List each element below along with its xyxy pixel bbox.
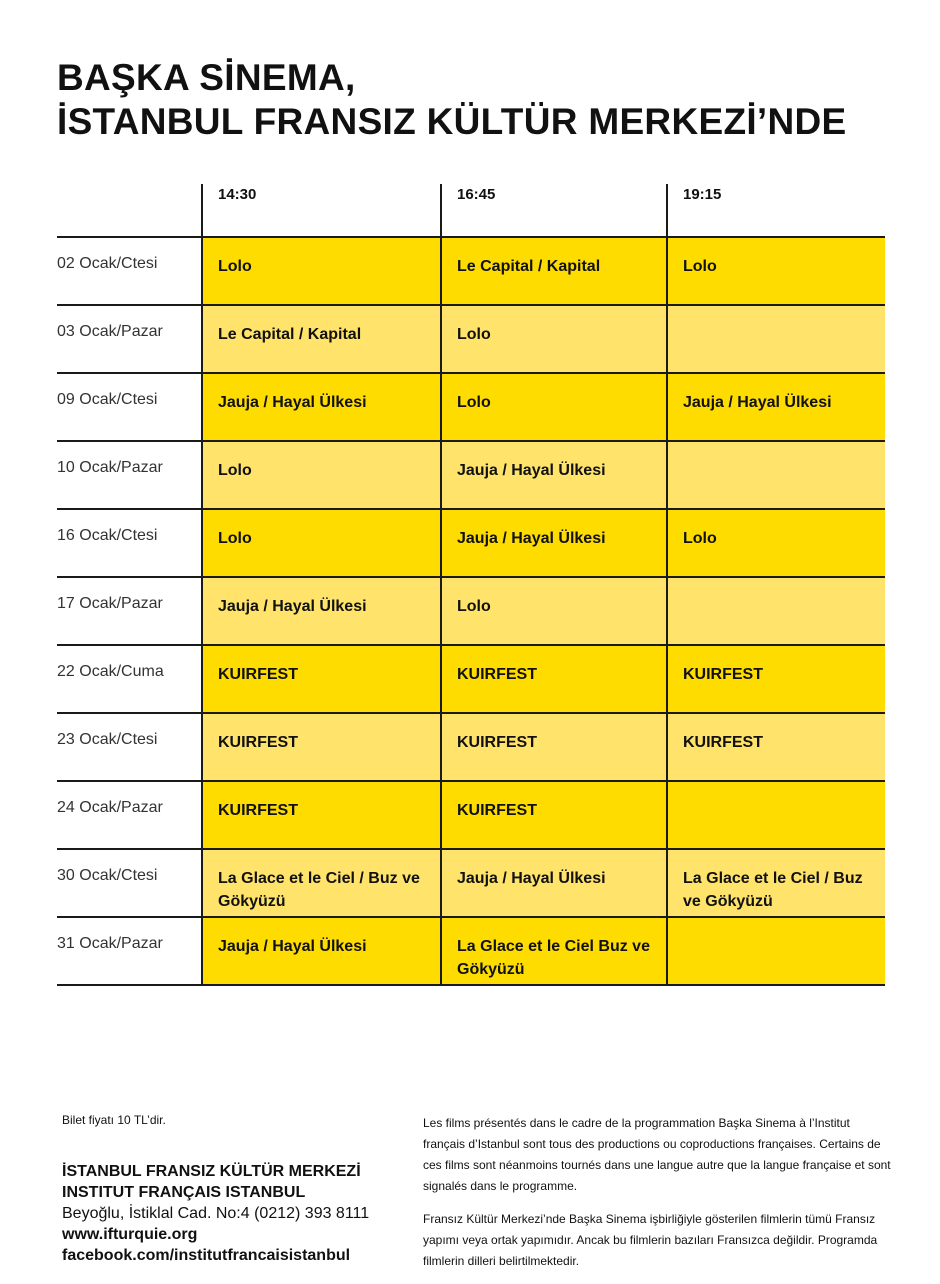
schedule-table bbox=[57, 184, 885, 986]
time-header: 14:30 bbox=[202, 184, 441, 237]
schedule-row bbox=[57, 305, 885, 373]
institute-name-fr: INSTITUT FRANÇAIS ISTANBUL bbox=[62, 1184, 306, 1201]
date-cell: 09 Ocak/Ctesi bbox=[57, 373, 202, 441]
schedule-header-row bbox=[57, 184, 885, 237]
date-cell: 16 Ocak/Ctesi bbox=[57, 509, 202, 577]
screening-cell: Lolo bbox=[202, 441, 441, 509]
page-title bbox=[57, 56, 847, 144]
screening-cell: KUIRFEST bbox=[441, 645, 667, 713]
schedule-row bbox=[57, 781, 885, 849]
website-link[interactable]: www.ifturquie.org bbox=[62, 1226, 198, 1243]
screening-cell: Lolo bbox=[441, 305, 667, 373]
screening-cell: La Glace et le Ciel Buz ve Gökyüzü bbox=[441, 917, 667, 985]
screening-cell: Jauja / Hayal Ülkesi bbox=[441, 509, 667, 577]
screening-cell: Lolo bbox=[441, 577, 667, 645]
schedule-row bbox=[57, 373, 885, 441]
screening-cell: La Glace et le Ciel / Buz ve Gökyüzü bbox=[667, 849, 885, 917]
schedule-row bbox=[57, 917, 885, 985]
screening-cell: Lolo bbox=[441, 373, 667, 441]
screening-cell: KUIRFEST bbox=[441, 713, 667, 781]
screening-cell: La Glace et le Ciel / Buz ve Gökyüzü bbox=[202, 849, 441, 917]
date-cell: 31 Ocak/Pazar bbox=[57, 917, 202, 985]
screening-cell bbox=[667, 917, 885, 985]
note-turkish: Fransız Kültür Merkezi’nde Başka Sinema işbirliğiyle gösterilen filmlerin tümü Fransız yapımı veya ortak yapımıdır. Ancak bu filmlerin bazıları Fransızca değildir. Programda filmlerin dilleri belirtilmektedir. bbox=[423, 1212, 878, 1268]
ticket-price: Bilet fiyatı 10 TL’dir. bbox=[62, 1113, 166, 1127]
date-cell: 23 Ocak/Ctesi bbox=[57, 713, 202, 781]
date-column-header bbox=[57, 184, 202, 237]
screening-cell: Lolo bbox=[667, 237, 885, 305]
screening-cell: Jauja / Hayal Ülkesi bbox=[202, 577, 441, 645]
schedule-row bbox=[57, 713, 885, 781]
title-line-2: İSTANBUL FRANSIZ KÜLTÜR MERKEZİ’NDE bbox=[57, 101, 847, 142]
date-cell: 02 Ocak/Ctesi bbox=[57, 237, 202, 305]
footer-notes bbox=[423, 1113, 893, 1272]
screening-cell: Jauja / Hayal Ülkesi bbox=[202, 373, 441, 441]
screening-cell: Jauja / Hayal Ülkesi bbox=[441, 849, 667, 917]
screening-cell: Jauja / Hayal Ülkesi bbox=[202, 917, 441, 985]
date-cell: 03 Ocak/Pazar bbox=[57, 305, 202, 373]
screening-cell: KUIRFEST bbox=[202, 781, 441, 849]
screening-cell: Lolo bbox=[667, 509, 885, 577]
screening-cell bbox=[667, 781, 885, 849]
screening-cell: Jauja / Hayal Ülkesi bbox=[667, 373, 885, 441]
time-header: 19:15 bbox=[667, 184, 885, 237]
title-line-1: BAŞKA SİNEMA, bbox=[57, 57, 356, 98]
date-cell: 10 Ocak/Pazar bbox=[57, 441, 202, 509]
screening-cell bbox=[667, 305, 885, 373]
schedule-row bbox=[57, 849, 885, 917]
screening-cell: KUIRFEST bbox=[667, 645, 885, 713]
screening-cell: Lolo bbox=[202, 509, 441, 577]
schedule-row bbox=[57, 441, 885, 509]
screening-cell bbox=[667, 441, 885, 509]
screening-cell: Jauja / Hayal Ülkesi bbox=[441, 441, 667, 509]
schedule-row bbox=[57, 577, 885, 645]
schedule-row bbox=[57, 509, 885, 577]
facebook-link[interactable]: facebook.com/institutfrancaisistanbul bbox=[62, 1247, 351, 1264]
schedule-row bbox=[57, 645, 885, 713]
screening-cell: KUIRFEST bbox=[667, 713, 885, 781]
date-cell: 17 Ocak/Pazar bbox=[57, 577, 202, 645]
screening-cell: KUIRFEST bbox=[202, 713, 441, 781]
screening-cell: Le Capital / Kapital bbox=[441, 237, 667, 305]
screening-cell: KUIRFEST bbox=[202, 645, 441, 713]
address: Beyoğlu, İstiklal Cad. No:4 (0212) 393 8111 bbox=[62, 1205, 370, 1222]
screening-cell: Lolo bbox=[202, 237, 441, 305]
time-header: 16:45 bbox=[441, 184, 667, 237]
schedule-row bbox=[57, 237, 885, 305]
date-cell: 22 Ocak/Cuma bbox=[57, 645, 202, 713]
footer-info bbox=[62, 1113, 402, 1266]
screening-cell: KUIRFEST bbox=[441, 781, 667, 849]
date-cell: 24 Ocak/Pazar bbox=[57, 781, 202, 849]
screening-cell: Le Capital / Kapital bbox=[202, 305, 441, 373]
institute-name-tr: İSTANBUL FRANSIZ KÜLTÜR MERKEZİ bbox=[62, 1163, 361, 1180]
screening-cell bbox=[667, 577, 885, 645]
note-french: Les films présentés dans le cadre de la programmation Başka Sinema à l’Institut français d’Istanbul sont tous des productions ou coproductions françaises. Certains de ces films sont néanmoins tournés dans une langue autre que la langue française et sont signalés dans le programme. bbox=[423, 1116, 891, 1193]
date-cell: 30 Ocak/Ctesi bbox=[57, 849, 202, 917]
